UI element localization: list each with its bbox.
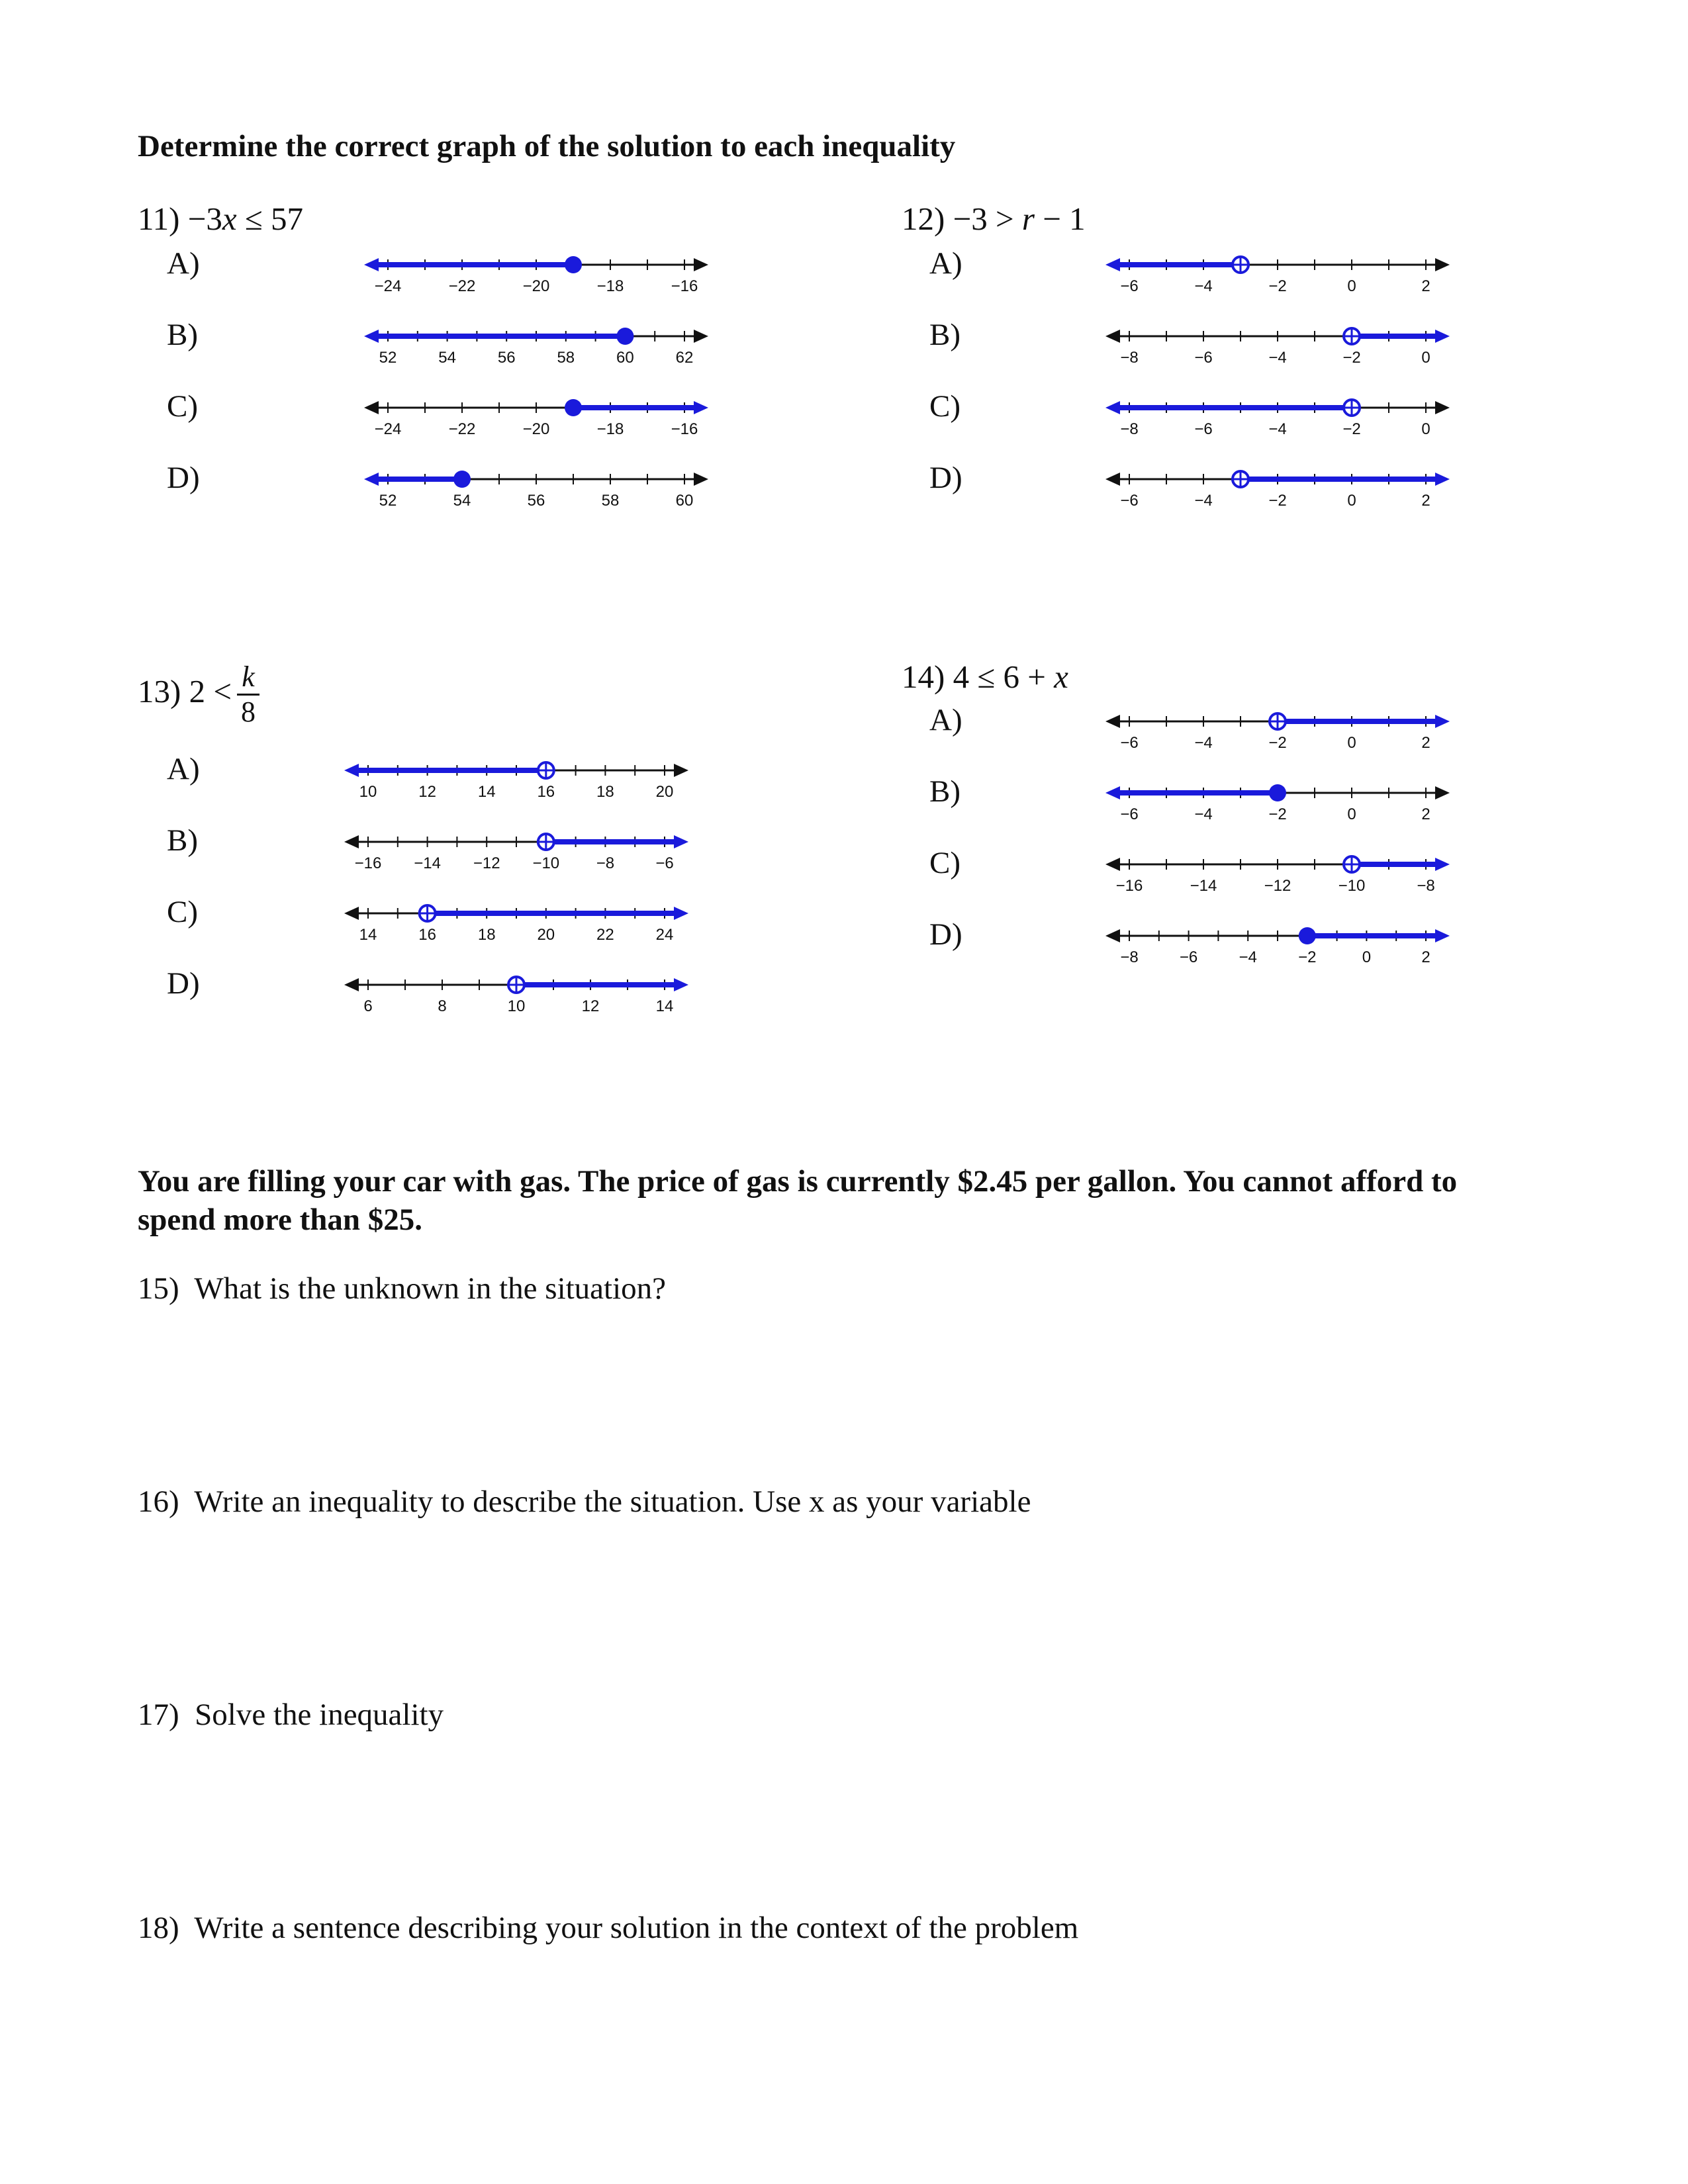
number-line: [1105, 393, 1450, 446]
tick-label: −12: [1264, 877, 1291, 895]
tick-label: −8: [1120, 420, 1139, 438]
option-c-letter[interactable]: C): [167, 895, 198, 929]
number-line: [1105, 850, 1450, 903]
tick-label: −2: [1268, 277, 1287, 295]
problem-12-label: [902, 200, 1086, 238]
tick-label: 0: [1347, 492, 1356, 510]
left-arrowhead: [1105, 330, 1120, 343]
tick-label: −8: [1417, 877, 1435, 895]
left-arrowhead: [344, 835, 359, 848]
inequality-expression: 4 ≤ 6 + x: [953, 659, 1068, 695]
tick-label: 0: [1421, 420, 1430, 438]
tick-label: 24: [655, 926, 674, 944]
tick-label: −14: [414, 854, 441, 872]
tick-label: −6: [1120, 492, 1139, 510]
number-line: [364, 250, 708, 303]
tick-label: 58: [557, 349, 575, 367]
number-line: [344, 899, 688, 952]
number-line: [344, 970, 688, 1023]
fraction-denominator: 8: [240, 696, 256, 728]
tick-label: 12: [418, 783, 436, 801]
option-a-letter[interactable]: A): [929, 703, 962, 737]
tick-label: −4: [1194, 277, 1213, 295]
tick-label: 20: [655, 783, 674, 801]
problem-number: 11): [138, 201, 180, 237]
number-line: [364, 465, 708, 518]
option-b-letter[interactable]: B): [167, 318, 198, 352]
number-line: [1105, 778, 1450, 831]
inequality-expression: −3 > r − 1: [953, 201, 1086, 237]
number-line: [1105, 322, 1450, 375]
tick-label: 6: [363, 997, 373, 1015]
number-line: [1105, 250, 1450, 303]
fraction: [237, 660, 259, 729]
problem-13-label: [138, 660, 259, 729]
tick-label: 0: [1362, 948, 1372, 966]
left-arrowhead: [1105, 715, 1120, 728]
closed-endpoint: [1299, 927, 1316, 944]
right-arrowhead: [694, 258, 708, 271]
closed-endpoint: [616, 328, 633, 345]
tick-label: −14: [1190, 877, 1217, 895]
tick-label: 22: [596, 926, 614, 944]
left-arrowhead: [1105, 858, 1120, 871]
tick-label: 2: [1421, 492, 1430, 510]
right-arrowhead: [1435, 258, 1450, 271]
number-line: [1105, 921, 1450, 974]
scenario-text: You are filling your car with gas. The price of gas is currently $2.45 per gallon. You cannot afford to spend more than $25.: [138, 1164, 1458, 1237]
tick-label: −2: [1268, 734, 1287, 752]
tick-label: −18: [596, 277, 624, 295]
right-arrowhead: [694, 330, 708, 343]
tick-label: −18: [596, 420, 624, 438]
tick-label: −6: [1120, 805, 1139, 823]
tick-label: 2: [1421, 805, 1430, 823]
left-arrowhead: [344, 978, 359, 991]
question-17: [138, 1696, 444, 1734]
closed-endpoint: [1269, 784, 1286, 801]
option-c-letter[interactable]: C): [929, 846, 961, 880]
problem-14-label: [902, 658, 1068, 696]
question-15: [138, 1269, 666, 1308]
fraction-numerator: k: [237, 660, 259, 696]
question-number: 15): [138, 1271, 179, 1306]
tick-label: −24: [374, 277, 402, 295]
question-text: Write an inequality to describe the situation. Use x as your variable: [194, 1484, 1031, 1519]
tick-label: −4: [1194, 734, 1213, 752]
closed-endpoint: [453, 471, 471, 488]
option-c-letter[interactable]: C): [167, 389, 198, 424]
option-b-letter[interactable]: B): [167, 823, 198, 858]
tick-label: 54: [438, 349, 456, 367]
tick-label: −10: [1338, 877, 1366, 895]
right-arrowhead: [1435, 786, 1450, 799]
tick-label: 16: [418, 926, 436, 944]
option-c-letter[interactable]: C): [929, 389, 961, 424]
problem-number: 12): [902, 201, 945, 237]
number-line: [1105, 707, 1450, 760]
tick-label: −2: [1298, 948, 1317, 966]
tick-label: −16: [671, 277, 698, 295]
tick-label: 14: [655, 997, 674, 1015]
left-arrowhead: [1105, 473, 1120, 486]
tick-label: 14: [477, 783, 496, 801]
tick-label: 20: [537, 926, 555, 944]
tick-label: −10: [532, 854, 560, 872]
tick-label: 58: [601, 492, 620, 510]
question-text: Write a sentence describing your solution in the context of the problem: [194, 1911, 1079, 1945]
right-arrowhead: [674, 764, 688, 777]
tick-label: 14: [359, 926, 377, 944]
tick-label: 2: [1421, 277, 1430, 295]
tick-label: 0: [1347, 805, 1356, 823]
tick-label: −6: [1179, 948, 1198, 966]
question-number: 17): [138, 1698, 179, 1732]
right-arrowhead: [1435, 401, 1450, 414]
problem-number: 13): [138, 672, 181, 709]
question-number: 16): [138, 1484, 179, 1519]
option-d-letter[interactable]: D): [929, 917, 962, 952]
tick-label: −2: [1342, 349, 1361, 367]
number-line: [344, 827, 688, 880]
tick-label: −16: [354, 854, 382, 872]
tick-label: 2: [1421, 734, 1430, 752]
left-arrowhead: [1105, 929, 1120, 942]
tick-label: 10: [359, 783, 377, 801]
tick-label: −8: [596, 854, 615, 872]
tick-label: 56: [527, 492, 545, 510]
option-b-letter[interactable]: B): [929, 774, 961, 809]
problem-number: 14): [902, 659, 945, 695]
problem-11-label: [138, 200, 303, 238]
tick-label: 12: [581, 997, 600, 1015]
option-a-letter[interactable]: A): [929, 246, 962, 281]
closed-endpoint: [565, 256, 582, 273]
option-d-letter[interactable]: D): [929, 461, 962, 495]
tick-label: −24: [374, 420, 402, 438]
tick-label: 8: [438, 997, 447, 1015]
tick-label: −20: [522, 420, 550, 438]
tick-label: 0: [1347, 277, 1356, 295]
tick-label: 62: [675, 349, 694, 367]
question-16: [138, 1482, 1031, 1521]
tick-label: 18: [596, 783, 614, 801]
tick-label: 2: [1421, 948, 1430, 966]
left-arrowhead: [344, 907, 359, 920]
tick-label: −22: [448, 277, 476, 295]
tick-label: −4: [1194, 492, 1213, 510]
number-line: [1105, 465, 1450, 518]
instructions-heading: Determine the correct graph of the solution to each inequality: [138, 129, 956, 163]
tick-label: 52: [379, 349, 397, 367]
option-a-letter[interactable]: A): [167, 246, 200, 281]
question-text: Solve the inequality: [195, 1698, 444, 1732]
left-arrowhead: [364, 401, 379, 414]
tick-label: −4: [1268, 349, 1287, 367]
tick-label: −6: [1194, 420, 1213, 438]
question-18: [138, 1909, 1078, 1947]
option-b-letter[interactable]: B): [929, 318, 961, 352]
tick-label: 54: [453, 492, 471, 510]
tick-label: −2: [1268, 492, 1287, 510]
tick-label: 60: [675, 492, 694, 510]
tick-label: 18: [477, 926, 496, 944]
tick-label: −20: [522, 277, 550, 295]
number-line: [364, 322, 708, 375]
number-line: [364, 393, 708, 446]
expression-lhs: 2 <: [189, 672, 232, 709]
right-arrowhead: [694, 473, 708, 486]
inequality-expression: −3x ≤ 57: [187, 201, 304, 237]
tick-label: 10: [507, 997, 526, 1015]
tick-label: 56: [497, 349, 516, 367]
tick-label: −6: [1194, 349, 1213, 367]
question-text: What is the unknown in the situation?: [194, 1271, 667, 1306]
tick-label: 16: [537, 783, 555, 801]
tick-label: −4: [1239, 948, 1257, 966]
inequality-expression: [189, 660, 259, 728]
closed-endpoint: [565, 399, 582, 416]
tick-label: 0: [1421, 349, 1430, 367]
tick-label: −8: [1120, 349, 1139, 367]
tick-label: −16: [671, 420, 698, 438]
tick-label: −2: [1268, 805, 1287, 823]
tick-label: −8: [1120, 948, 1139, 966]
tick-label: 0: [1347, 734, 1356, 752]
tick-label: −6: [655, 854, 674, 872]
tick-label: −6: [1120, 277, 1139, 295]
tick-label: −6: [1120, 734, 1139, 752]
tick-label: 52: [379, 492, 397, 510]
number-line: [344, 756, 688, 809]
tick-label: 60: [616, 349, 634, 367]
tick-label: −12: [473, 854, 500, 872]
option-a-letter[interactable]: A): [167, 752, 200, 786]
question-number: 18): [138, 1911, 179, 1945]
tick-label: −16: [1115, 877, 1143, 895]
option-d-letter[interactable]: D): [167, 461, 200, 495]
tick-label: −2: [1342, 420, 1361, 438]
tick-label: −4: [1268, 420, 1287, 438]
tick-label: −4: [1194, 805, 1213, 823]
option-d-letter[interactable]: D): [167, 966, 200, 1001]
tick-label: −22: [448, 420, 476, 438]
